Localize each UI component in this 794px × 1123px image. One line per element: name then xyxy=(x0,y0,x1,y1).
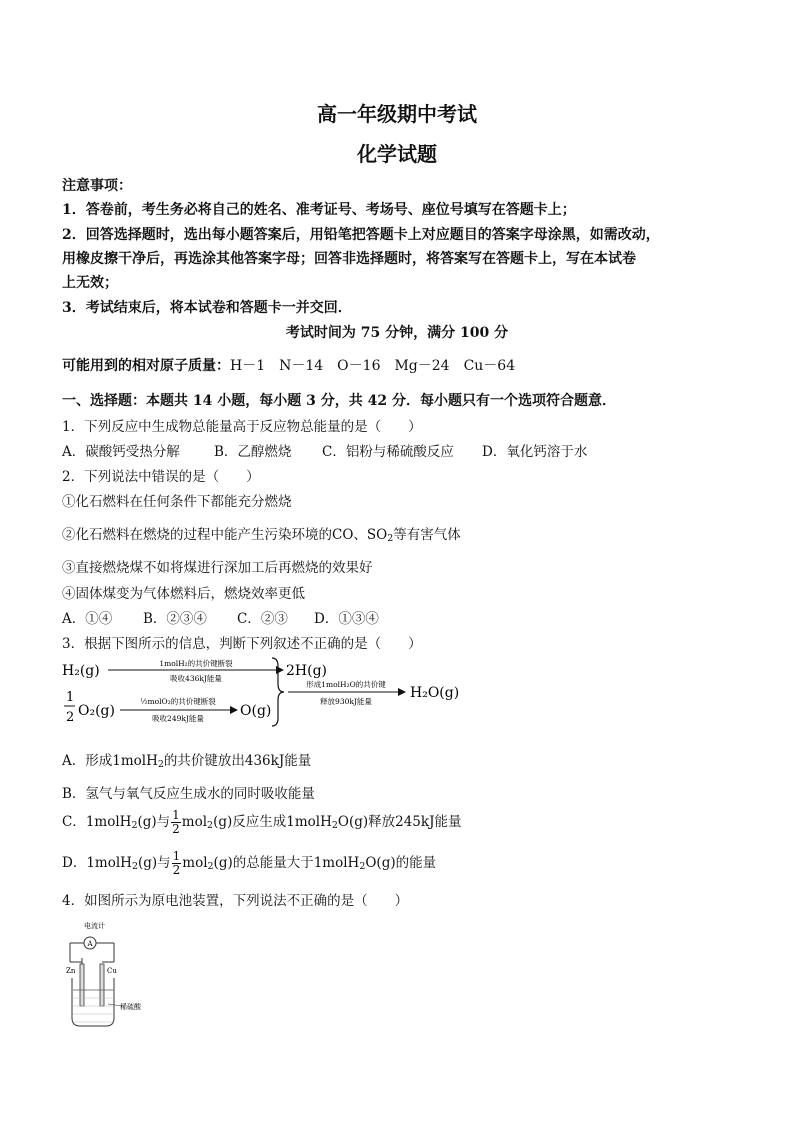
q2-option-c: C．②③ xyxy=(237,611,288,627)
exam-time: 考试时间为 75 分钟，满分 100 分 xyxy=(285,325,509,341)
h2-label: H₂(g) xyxy=(62,663,100,679)
q2-statement-2: ②化石燃料在燃烧的过程中能产生污染环境的CO、$SO_2$等有害气体 xyxy=(62,527,461,544)
h2-arrow-bottom-label: 吸收436kJ能量 xyxy=(170,674,222,683)
ammeter-symbol: A xyxy=(87,940,93,948)
q1-option-c: C．铝粉与稀硫酸反应 xyxy=(322,444,454,460)
h2-arrow-top-label: 1molH₂的共价键断裂 xyxy=(159,659,233,668)
notes-item-3: 3．考试结束后，将本试卷和答题卡一并交回． xyxy=(62,300,352,316)
o2-arrow-head xyxy=(230,706,238,714)
h-product: 2H(g) xyxy=(286,663,328,679)
q2-statement-3: ③直接燃烧煤不如将煤进行深加工后再燃烧的效果好 xyxy=(62,560,373,576)
exam-title: 高一年级期中考试 xyxy=(317,102,477,126)
half-fraction: $\frac{1}{2}$ xyxy=(172,808,180,836)
atomic-masses xyxy=(62,355,515,375)
o-product: O(g) xyxy=(240,703,272,719)
notes-item-1: 1．答卷前，考生务必将自己的姓名、准考证号、考场号、座位号填写在答题卡上； xyxy=(62,202,576,218)
meter-label: 电流计 xyxy=(84,922,105,930)
q3-option-b: B．氢气与氧气反应生成水的同时吸收能量 xyxy=(62,786,315,802)
section-heading: 一、选择题：本题共 14 小题，每小题 3 分，共 42 分．每小题只有一个选项符合题意． xyxy=(62,393,616,409)
half-fraction: $\frac{1}{2}$ xyxy=(172,849,181,877)
q4-stem: 4．如图所示为原电池装置，下列说法不正确的是（ ） xyxy=(62,893,409,909)
atomic-masses-values: H－1 N－14 O－16 Mg－24 Cu－64 xyxy=(230,358,516,374)
atomic-masses-label: 可能用到的相对原子质量： xyxy=(62,358,230,374)
notes-heading: 注意事项： xyxy=(62,178,132,194)
formation-arrow-top-label: 形成1molH₂O的共价键 xyxy=(306,680,386,689)
q2-statement-4: ④固体煤变为气体燃料后，燃烧效率更低 xyxy=(62,586,305,602)
cu-label: Cu xyxy=(107,967,117,975)
o2-arrow-bottom-label: 吸收249kJ能量 xyxy=(152,714,204,723)
q1-option-b: B．乙醇燃烧 xyxy=(214,444,292,460)
q2-option-b: B．②③④ xyxy=(143,611,207,627)
h2-arrow-head xyxy=(276,666,284,674)
notes-item-2-line-3: 上无效； xyxy=(62,275,118,291)
q1-stem: 1．下列反应中生成物总能量高于反应物总能量的是（ ） xyxy=(62,419,422,435)
o2-coeff-den: 2 xyxy=(66,710,75,725)
acid-label: 稀硫酸 xyxy=(120,1003,141,1011)
q2-stem: 2．下列说法中错误的是（ ） xyxy=(62,469,260,485)
q3-option-d: D．1molH$_2$(g)与 $\frac{1}{2}$ mol$_2$(g)的总能量大于1molH$_2$O(g)的能量 xyxy=(62,849,437,877)
q2-option-a: A．①④ xyxy=(62,611,113,627)
cu-electrode xyxy=(100,964,104,1006)
q1-option-a: A．碳酸钙受热分解 xyxy=(62,444,180,460)
q3-stem: 3．根据下图所示的信息，判断下列叙述不正确的是（ ） xyxy=(62,636,422,652)
water-product: H₂O(g) xyxy=(410,685,460,701)
zn-label: Zn xyxy=(66,967,76,975)
formation-arrow-head xyxy=(398,688,406,696)
q2-statement-1: ①化石燃料在任何条件下都能充分燃烧 xyxy=(62,494,292,510)
q1-option-d: D．氧化钙溶于水 xyxy=(482,444,588,460)
formation-arrow-bottom-label: 释放930kJ能量 xyxy=(320,697,372,706)
beaker xyxy=(72,978,114,1026)
galvanic-cell-diagram xyxy=(62,918,172,1030)
q3-option-a: A．形成1molH$_2$的共价键放出436kJ能量 xyxy=(62,753,312,770)
q2-option-d: D．①③④ xyxy=(314,611,379,627)
notes-item-2-line-1: 2．回答选择题时，选出每小题答案后，用铅笔把答题卡上对应题目的答案字母涂黑，如需改动， xyxy=(62,227,660,243)
q3-option-c: C．1molH$_2$(g)与 $\frac{1}{2}$ mol$_2$(g)反应生成1molH$_2$O(g)释放245kJ能量 xyxy=(62,808,462,836)
notes-item-2-line-2: 用橡皮擦干净后，再选涂其他答案字母；回答非选择题时，将答案写在答题卡上，写在本试卷 xyxy=(62,251,636,267)
zn-electrode xyxy=(80,964,84,1006)
o2-arrow-top-label: ½molO₂的共价键断裂 xyxy=(140,697,216,706)
o2-coeff-num: 1 xyxy=(66,690,75,705)
energy-diagram xyxy=(60,654,480,734)
o2-label: O₂(g) xyxy=(78,703,115,719)
brace xyxy=(272,658,284,726)
exam-subtitle: 化学试题 xyxy=(357,142,437,166)
